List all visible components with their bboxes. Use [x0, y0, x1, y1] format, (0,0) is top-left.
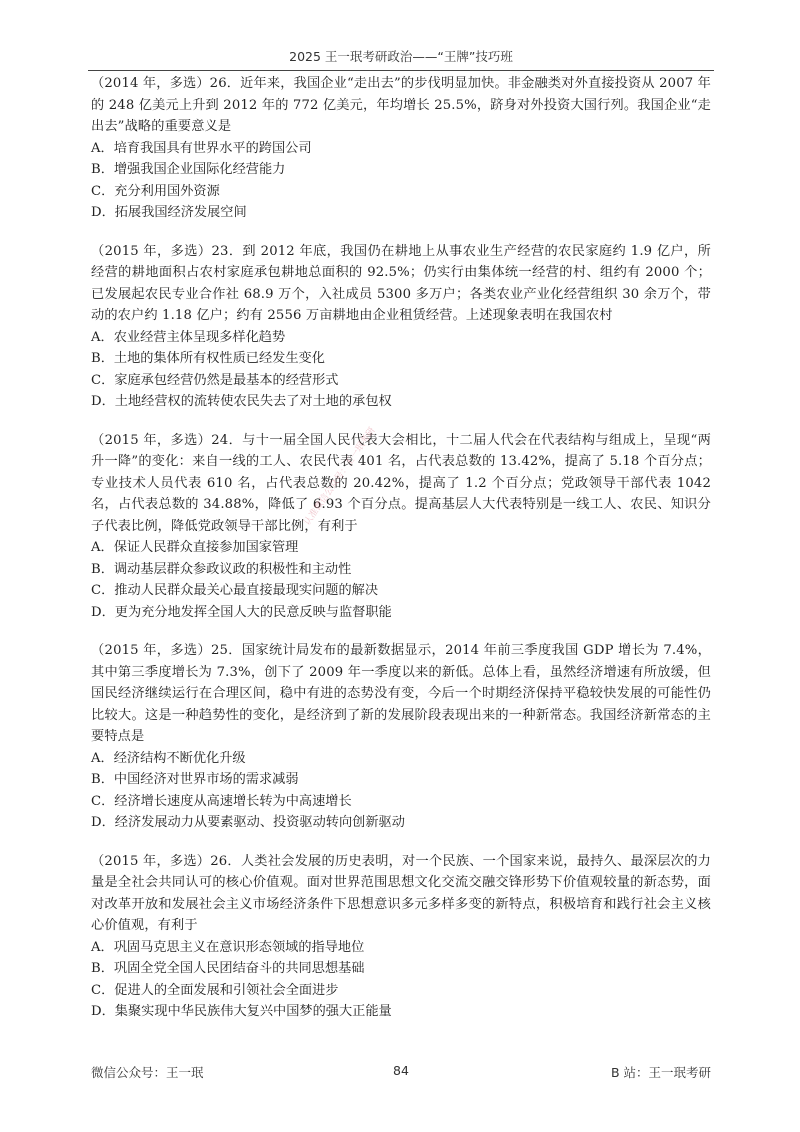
page-header [88, 47, 714, 71]
watermark: 认准微信公众号：王一珉考研 [302, 425, 378, 528]
option-a: A．巩固马克思主义在意识形态领域的指导地位 [91, 939, 365, 955]
question-stem: （2015 年，多选）23．到 2012 年底，我国仍在耕地上从事农业生产经营的农民家庭约 1.9 亿户，所经营的耕地面积占农村家庭承包耕地总面积的 92.5%；仍实行由集体统一经营的村、组约有 2000 个；已发展起农民专业合作社 68.9 万个，入社成员 5300 多万户；各类农业产业化经营组织 30 余万个，带动的农户约 1.18 亿户；约有 2556 万亩耕地由企业租赁经营。上述现象表明在我国农村 [91, 243, 711, 323]
question-stem: （2015 年，多选）25．国家统计局发布的最新数据显示，2014 年前三季度我国 GDP 增长为 7.4%，其中第三季度增长为 7.3%，创下了 2009 年一季度以来的新低。总体上看，虽然经济增速有所放缓，但国民经济继续运行在合理区间，稳中有进的态势没有变，今后一个时期经济保持平稳较快发展的可能性仍比较大。这是一种趋势性的变化，是经济到了新的发展阶段表现出来的一种新常态。我国经济新常态的主要特点是 [91, 643, 711, 744]
header-title: 2025 王一珉考研政治——“王牌”技巧班 [289, 49, 513, 64]
option-a: A．保证人民群众直接参加国家管理 [91, 540, 299, 555]
question-stem: （2015 年，多选）26．人类社会发展的历史表明，对一个民族、一个国家来说，最持久、最深层次的力量是全社会共同认可的核心价值观。面对世界范围思想文化交流交融交锋形势下价值观较量的新态势，面对改革开放和发展社会主义市场经济条件下思想意识多元多样多变的新特点，积极培育和践行社会主义核心价值观，有利于 [91, 853, 711, 933]
option-d: D．集聚实现中华民族伟大复兴中国梦的强大正能量 [91, 1004, 392, 1019]
question-stem: （2015 年，多选）24．与十一届全国人民代表大会相比，十二届人代会在代表结构与组成上，呈现“两升一降”的变化：来自一线的工人、农民代表 401 名，占代表总数的 13.42%，提高了 5.18 个百分点；专业技术人员代表 610 名，占代表总数的 20.42%，提高了 1.2 个百分点；党政领导干部代表 1042 名，占代表总数的 34.88%，降低了 6.93 个百分点。提高基层人大代表特别是一线工人、农民、知识分子代表比例，降低党政领导干部比例，有利于 [91, 432, 711, 534]
question-block [91, 640, 711, 834]
option-c: C．促进人的全面发展和引领社会全面进步 [91, 982, 339, 998]
option-a: A．培育我国具有世界水平的跨国公司 [91, 140, 312, 156]
option-c: C．充分利用国外资源 [91, 183, 220, 199]
footer-bilibili: B 站：王一珉考研 [610, 1065, 711, 1080]
question-stem: （2014 年，多选）26．近年来，我国企业“走出去”的步伐明显加快。非金融类对外直接投资从 2007 年的 248 亿美元上升到 2012 年的 772 亿美元，年均增长 25.5%，跻身对外投资大国行列。我国企业“走出去”战略的重要意义是 [91, 76, 711, 134]
option-b: B．调动基层群众参政议政的积极性和主动性 [91, 561, 352, 577]
option-b: B．土地的集体所有权性质已经发生变化 [91, 351, 325, 366]
question-block [91, 430, 711, 624]
question-block [91, 241, 711, 413]
option-b: B．中国经济对世界市场的需求减弱 [91, 772, 299, 787]
option-d: D．拓展我国经济发展空间 [91, 205, 247, 220]
option-d: D．更为充分地发挥全国人大的民意反映与监督职能 [91, 604, 392, 620]
option-b: B．增强我国企业国际化经营能力 [91, 162, 286, 177]
option-a: A．经济结构不断优化升级 [91, 750, 246, 766]
option-d: D．经济发展动力从要素驱动、投资驱动转向创新驱动 [91, 815, 405, 830]
option-c: C．推动人民群众最关心最直接最现实问题的解决 [91, 583, 379, 598]
option-b: B．巩固全党全国人民团结奋斗的共同思想基础 [91, 961, 365, 976]
option-c: C．经济增长速度从高速增长转为中高速增长 [91, 793, 352, 809]
page-number: 84 [393, 1063, 409, 1078]
footer-wechat: 微信公众号：王一珉 [91, 1065, 204, 1080]
question-block [91, 851, 711, 1023]
option-a: A．农业经营主体呈现多样化趋势 [91, 329, 286, 345]
question-list [91, 73, 711, 1040]
option-c: C．家庭承包经营仍然是最基本的经营形式 [91, 372, 339, 388]
question-block [91, 73, 711, 224]
option-d: D．土地经营权的流转使农民失去了对土地的承包权 [91, 394, 392, 409]
